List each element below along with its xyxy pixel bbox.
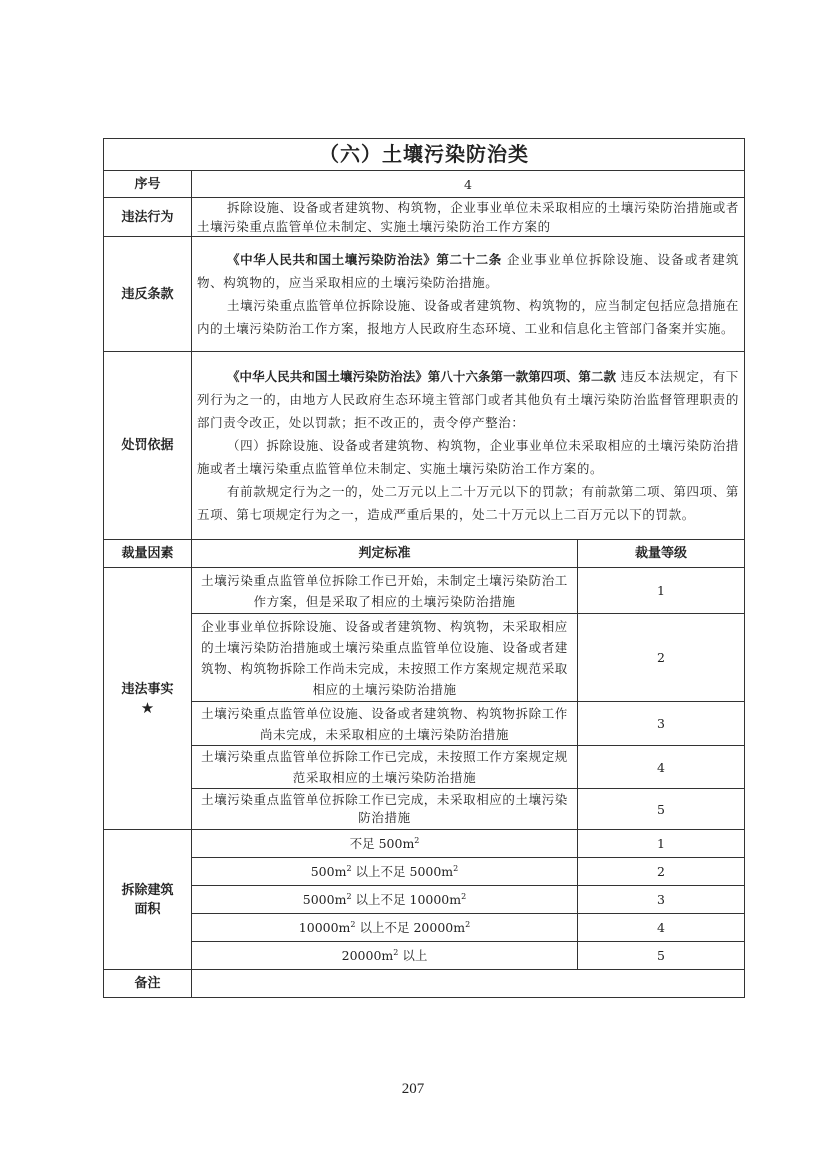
violation-text: 拆除设施、设备或者建筑物、构筑物，企业事业单位未采取相应的土壤污染防治措施或者土壤污染重点监管单位未制定、实施土壤污染防治工作方案的 [197,200,740,234]
area-level: 5 [578,942,745,970]
fact-row [104,746,745,789]
violation-row [104,198,745,237]
area-range-text: 以上不足 20000m [355,920,466,935]
area-unit-sup: 2 [414,835,420,845]
provision-paragraph-2: 土壤污染重点监管单位拆除设施、设备或者建筑物、构筑物的，应当制定包括应急措施在内的土壤污染防治工作方案，报地方人民政府生态环境、工业和信息化主管部门备案并实施。 [197,298,740,336]
area-unit-sup: 2 [453,863,459,873]
area-unit-sup: 2 [350,919,356,929]
fact-level: 1 [578,568,745,614]
area-unit-sup: 2 [346,863,352,873]
serial-row [104,171,745,198]
area-unit-sup: 2 [465,919,471,929]
area-range [192,858,578,886]
penalty-text-1: 违反本法规定，有下列行为之一的，由地方人民政府生态环境主管部门或者其他负有土壤污染防治监督管理职责的部门责令改正，处以罚款；拒不改正的，责令停产整治： [197,369,740,430]
area-unit-sup: 2 [346,891,352,901]
serial-value: 4 [192,171,745,198]
header-level: 裁量等级 [578,540,745,568]
header-standard: 判定标准 [192,540,578,568]
penalty-paragraph-3: 有前款规定行为之一的，处二万元以上二十万元以下的罚款；有前款第二项、第四项、第五项、第七项规定行为之一，造成严重后果的，处二十万元以上二百万元以下的罚款。 [197,484,740,522]
page-number: 207 [401,1081,425,1097]
violated-provision-cell [192,237,745,352]
area-label-line2: 面积 [134,901,161,917]
violation-label: 违法行为 [104,198,192,237]
area-range-text: 以上不足 5000m [351,864,454,879]
fact-standard: 土壤污染重点监管单位拆除工作已完成，未按照工作方案规定规范采取相应的土壤污染防治措施 [192,746,578,789]
remarks-row [104,970,745,998]
facts-label: 违法事实 [121,682,174,697]
area-range-text: 500m [310,864,347,879]
area-level: 3 [578,886,745,914]
area-range [192,942,578,970]
fact-level: 4 [578,746,745,789]
violation-cell [192,198,745,237]
area-range-text: 20000m [341,948,394,963]
area-range [192,830,578,858]
penalty-basis-row [104,352,745,540]
area-unit-sup: 2 [393,947,399,957]
area-range-text: 以上不足 10000m [351,892,462,907]
area-row [104,914,745,942]
area-range [192,886,578,914]
serial-label: 序号 [104,171,192,198]
area-label-line1: 拆除建筑 [121,882,174,898]
area-range-text: 10000m [298,920,351,935]
area-unit-sup: 2 [461,891,467,901]
fact-row [104,702,745,746]
provision-text-1: 企业事业单位拆除设施、设备或者建筑物、构筑物的，应当采取相应的土壤污染防治措施。 [197,252,739,290]
remarks-label: 备注 [104,970,192,998]
area-row [104,830,745,858]
fact-row [104,614,745,702]
penalty-paragraph-1 [197,365,739,434]
penalty-basis-label: 处罚依据 [104,352,192,540]
area-row [104,942,745,970]
remarks-value [192,970,745,998]
section-title: （六）土壤污染防治类 [104,139,745,171]
fact-level: 3 [578,702,745,746]
area-row [104,886,745,914]
penalty-standard-table [103,138,745,998]
fact-standard: 土壤污染重点监管单位拆除工作已完成，未采取相应的土壤污染防治措施 [192,789,578,830]
area-range [192,914,578,942]
facts-label-cell [104,568,192,830]
fact-level: 2 [578,614,745,702]
area-row [104,858,745,886]
area-range-text: 5000m [302,892,347,907]
penalty-basis-cell [192,352,745,540]
provision-paragraph-1 [197,248,739,294]
fact-row [104,789,745,830]
star-icon: ★ [140,699,155,717]
violated-provision-row [104,237,745,352]
discretion-header-row [104,540,745,568]
fact-row [104,568,745,614]
penalty-law-citation: 《中华人民共和国土壤污染防治法》第八十六条第一款第四项、第二款 [227,369,617,384]
area-label-cell [104,830,192,970]
violated-provision-label: 违反条款 [104,237,192,352]
area-level: 2 [578,858,745,886]
area-level: 1 [578,830,745,858]
penalty-paragraph-2: （四）拆除设施、设备或者建筑物、构筑物，企业事业单位未采取相应的土壤污染防治措施或者土壤污染重点监管单位未制定、实施土壤污染防治工作方案的。 [197,438,740,476]
fact-standard: 企业事业单位拆除设施、设备或者建筑物、构筑物，未采取相应的土壤污染防治措施或土壤污染重点监管单位设施、设备或者建筑物、构筑物拆除工作尚未完成，未按照工作方案规定规范采取相应的土壤污染防治措施 [192,614,578,702]
title-row [104,139,745,171]
header-factor: 裁量因素 [104,540,192,568]
fact-standard: 土壤污染重点监管单位拆除工作已开始，未制定土壤污染防治工作方案，但是采取了相应的土壤污染防治措施 [192,568,578,614]
area-range-text: 以上 [398,948,428,963]
area-range-text: 不足 500m [349,836,415,851]
provision-law-citation: 《中华人民共和国土壤污染防治法》第二十二条 [227,252,502,267]
area-level: 4 [578,914,745,942]
fact-level: 5 [578,789,745,830]
fact-standard: 土壤污染重点监管单位设施、设备或者建筑物、构筑物拆除工作尚未完成，未采取相应的土壤污染防治措施 [192,702,578,746]
